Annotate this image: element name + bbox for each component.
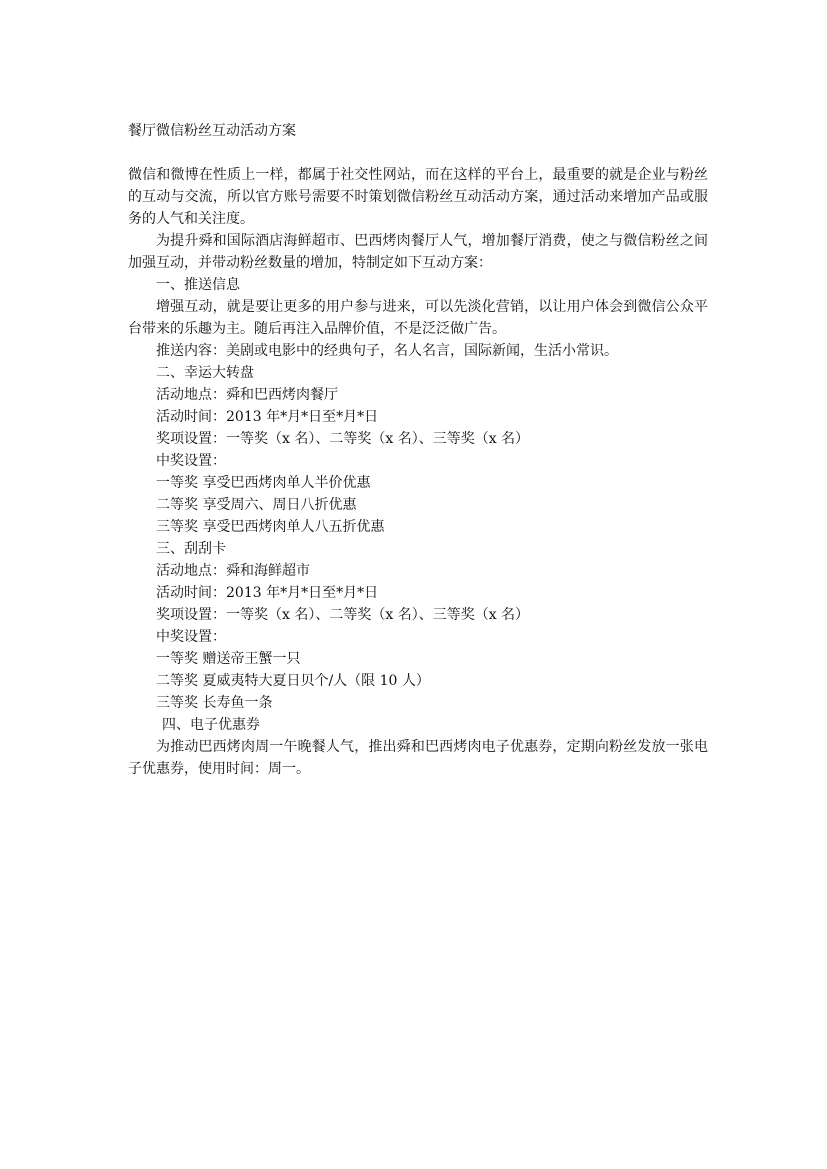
section-3-second-prize: 二等奖 夏威夷特大夏日贝个/人（限 10 人） <box>156 673 430 689</box>
purpose-paragraph: 为提升舜和国际酒店海鲜超市、巴西烤肉餐厅人气，增加餐厅消费，使之与微信粉丝之间加强互动，并带动粉丝数量的增加，特制定如下互动方案： <box>128 233 708 271</box>
section-2-location: 活动地点：舜和巴西烤肉餐厅 <box>156 387 338 403</box>
section-2-time: 活动时间：2013 年*月*日至*月*日 <box>156 409 379 425</box>
section-2-third-prize: 三等奖 享受巴西烤肉单人八五折优惠 <box>156 519 385 535</box>
section-3-heading: 三、刮刮卡 <box>156 541 226 557</box>
section-1-paragraph: 增强互动，就是要让更多的用户参与进来，可以先淡化营销，以让用户体会到微信公众平台带来的乐趣为主。随后再注入品牌价值，不是泛泛做广告。 <box>128 299 708 337</box>
section-3-winning-setup: 中奖设置： <box>156 629 226 645</box>
intro-paragraph: 微信和微博在性质上一样，都属于社交性网站，而在这样的平台上，最重要的就是企业与粉丝的互动与交流，所以官方账号需要不时策划微信粉丝互动活动方案，通过活动来增加产品或服务的人气和关注度。 <box>128 167 708 227</box>
section-2-second-prize: 二等奖 享受周六、周日八折优惠 <box>156 497 357 513</box>
section-4-paragraph: 为推动巴西烤肉周一午晚餐人气，推出舜和巴西烤肉电子优惠券，定期向粉丝发放一张电子优惠券，使用时间：周一。 <box>128 739 708 777</box>
document-body <box>128 120 708 780</box>
section-1-heading: 一、推送信息 <box>156 277 240 293</box>
section-3-prize-setup: 奖项设置：一等奖（x 名）、二等奖（x 名）、三等奖（x 名） <box>156 607 530 623</box>
section-2-first-prize: 一等奖 享受巴西烤肉单人半价优惠 <box>156 475 371 491</box>
section-2-prize-setup: 奖项设置：一等奖（x 名）、二等奖（x 名）、三等奖（x 名） <box>156 431 530 447</box>
section-2-winning-setup: 中奖设置： <box>156 453 226 469</box>
section-3-location: 活动地点：舜和海鲜超市 <box>156 563 310 579</box>
section-4-heading: 四、电子优惠券 <box>162 717 260 733</box>
blank-line <box>128 142 708 164</box>
section-2-heading: 二、幸运大转盘 <box>156 365 254 381</box>
section-1-push-content: 推送内容：美剧或电影中的经典句子，名人名言，国际新闻，生活小常识。 <box>156 343 618 359</box>
section-3-first-prize: 一等奖 赠送帝王蟹一只 <box>156 651 301 667</box>
section-3-time: 活动时间：2013 年*月*日至*月*日 <box>156 585 379 601</box>
document-title: 餐厅微信粉丝互动活动方案 <box>128 123 296 139</box>
section-3-third-prize: 三等奖 长寿鱼一条 <box>156 695 273 711</box>
